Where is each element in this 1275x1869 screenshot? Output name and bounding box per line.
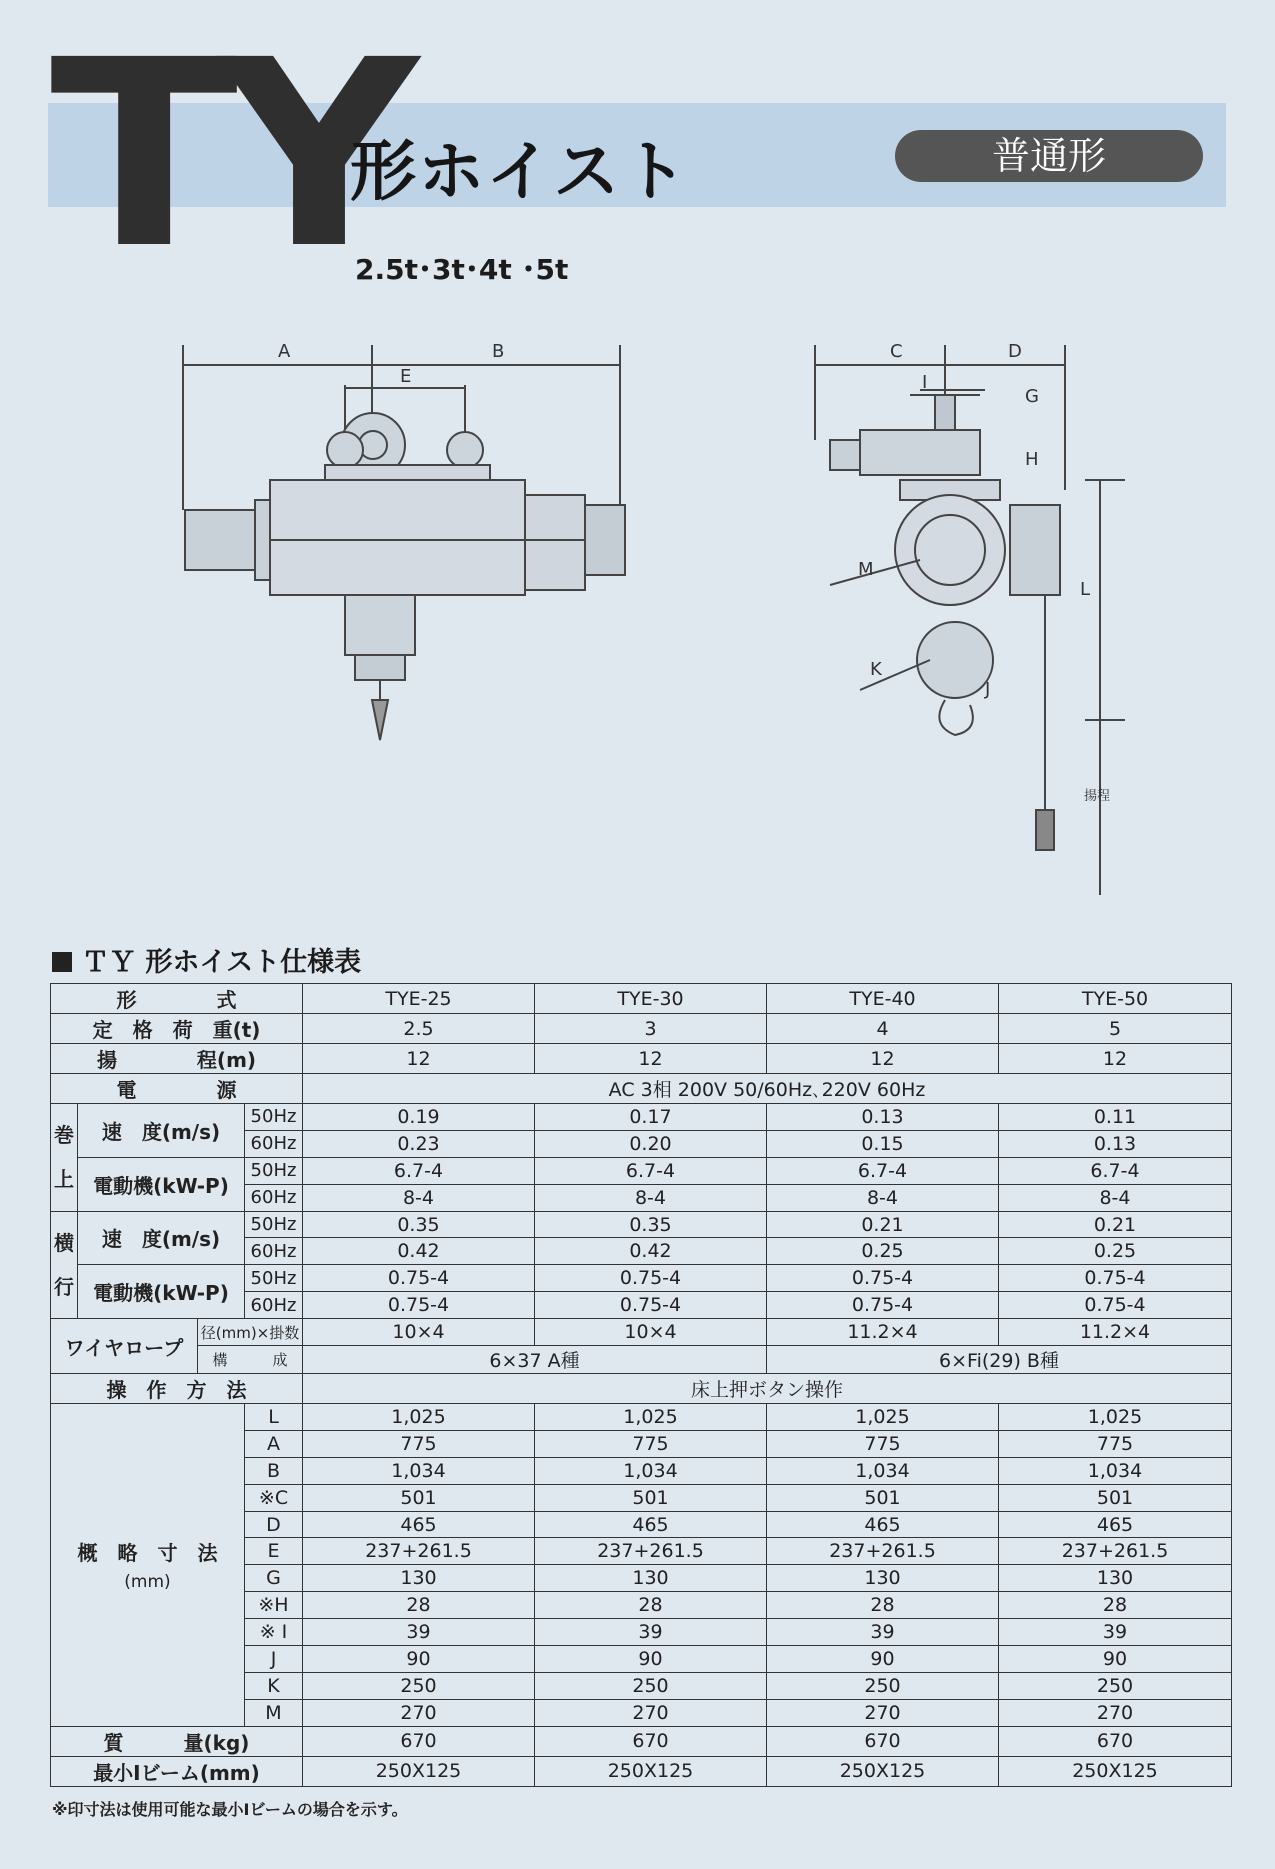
dim-label-l: L <box>1080 579 1091 600</box>
table-cell: 250X125 <box>303 1756 535 1786</box>
table-cell: 0.15 <box>767 1130 999 1157</box>
dim-label-b: B <box>492 341 505 362</box>
dim-label-i: I <box>922 372 928 393</box>
wire-const-a: 6×37 A種 <box>303 1346 767 1374</box>
table-cell: 0.25 <box>999 1238 1232 1265</box>
dim-key: M <box>245 1699 303 1726</box>
table-cell: 1,025 <box>999 1404 1232 1431</box>
table-cell: 0.13 <box>767 1104 999 1131</box>
table-row <box>51 1319 1232 1346</box>
table-cell: 2.5 <box>303 1014 535 1044</box>
dim-key: L <box>245 1404 303 1431</box>
table-cell: 250 <box>767 1672 999 1699</box>
dim-label-lift: 揚程 <box>1084 789 1111 804</box>
type-badge: 普通形 <box>895 130 1203 182</box>
table-cell: 90 <box>767 1646 999 1673</box>
table-cell: 250 <box>535 1672 767 1699</box>
table-row <box>51 1211 1232 1238</box>
table-cell: 0.21 <box>767 1211 999 1238</box>
dim-key: A <box>245 1430 303 1457</box>
dims-label: 概 略 寸 法 <box>77 1541 218 1566</box>
dim-label-m: M <box>858 559 874 580</box>
table-cell: 775 <box>303 1430 535 1457</box>
hoist-group-label: 巻 上 <box>51 1104 78 1212</box>
dims-unit: (mm) <box>124 1572 171 1593</box>
table-cell: 5 <box>999 1014 1232 1044</box>
dim-label-k: K <box>870 659 882 680</box>
table-cell: 0.13 <box>999 1130 1232 1157</box>
table-cell: 39 <box>767 1619 999 1646</box>
table-cell: 12 <box>303 1044 535 1074</box>
spec-table <box>50 983 1232 1787</box>
table-row <box>51 1157 1232 1184</box>
table-row <box>51 1044 1232 1074</box>
table-cell: 130 <box>535 1565 767 1592</box>
table-cell: 28 <box>767 1592 999 1619</box>
table-cell: 12 <box>535 1044 767 1074</box>
power-cell: AC 3相 200V 50/60Hz､220V 60Hz <box>303 1074 1232 1104</box>
table-cell: 250X125 <box>999 1756 1232 1786</box>
table-cell: 28 <box>535 1592 767 1619</box>
table-cell: 270 <box>999 1699 1232 1726</box>
table-cell: 10×4 <box>303 1319 535 1346</box>
table-cell: 501 <box>303 1484 535 1511</box>
table-cell: 8-4 <box>767 1184 999 1211</box>
table-row <box>51 984 1232 1014</box>
hz-label: 50Hz <box>245 1211 303 1238</box>
table-cell: 1,034 <box>303 1457 535 1484</box>
hz-label: 50Hz <box>245 1157 303 1184</box>
table-cell: 0.75-4 <box>767 1292 999 1319</box>
table-cell: 0.75-4 <box>535 1292 767 1319</box>
square-bullet-icon <box>52 952 72 972</box>
table-cell: 1,025 <box>535 1404 767 1431</box>
table-cell: 130 <box>999 1565 1232 1592</box>
table-row <box>51 1074 1232 1104</box>
table-cell: 250X125 <box>535 1756 767 1786</box>
model-label: 形 式 <box>51 984 303 1014</box>
table-cell: 1,025 <box>767 1404 999 1431</box>
table-cell: 670 <box>999 1726 1232 1756</box>
hz-label: 60Hz <box>245 1238 303 1265</box>
weight-label: 質 量(kg) <box>51 1726 303 1756</box>
dim-key: ※C <box>245 1484 303 1511</box>
table-cell: 465 <box>535 1511 767 1538</box>
lift-label: 揚 程(m) <box>51 1044 303 1074</box>
table-cell: 1,025 <box>303 1404 535 1431</box>
wire-const-label: 構 成 <box>198 1346 303 1374</box>
table-cell: 130 <box>767 1565 999 1592</box>
dim-label-a: A <box>278 341 291 362</box>
table-cell: 250X125 <box>767 1756 999 1786</box>
table-cell: 3 <box>535 1014 767 1044</box>
model-cell: TYE-50 <box>999 984 1232 1014</box>
dim-key: B <box>245 1457 303 1484</box>
table-cell: 1,034 <box>999 1457 1232 1484</box>
table-cell: 775 <box>999 1430 1232 1457</box>
dim-label-c: C <box>890 341 903 362</box>
operation-label: 操 作 方 法 <box>51 1374 303 1404</box>
table-cell: 270 <box>767 1699 999 1726</box>
table-cell: 465 <box>767 1511 999 1538</box>
table-cell: 670 <box>303 1726 535 1756</box>
table-cell: 501 <box>535 1484 767 1511</box>
dim-label-j: J <box>985 679 991 700</box>
table-cell: 130 <box>303 1565 535 1592</box>
power-label: 電 源 <box>51 1074 303 1104</box>
logo-ty: TY <box>50 5 400 305</box>
travel-motor-label: 電動機(kW-P) <box>78 1265 245 1319</box>
dim-key: ※ I <box>245 1619 303 1646</box>
rated-load-label: 定 格 荷 重(t) <box>51 1014 303 1044</box>
table-cell: 0.42 <box>303 1238 535 1265</box>
table-cell: 6.7-4 <box>767 1157 999 1184</box>
table-cell: 237+261.5 <box>535 1538 767 1565</box>
table-cell: 8-4 <box>999 1184 1232 1211</box>
table-cell: 90 <box>303 1646 535 1673</box>
table-cell: 11.2×4 <box>999 1319 1232 1346</box>
table-cell: 465 <box>999 1511 1232 1538</box>
table-cell: 39 <box>999 1619 1232 1646</box>
table-cell: 6.7-4 <box>999 1157 1232 1184</box>
table-cell: 0.20 <box>535 1130 767 1157</box>
table-cell: 670 <box>767 1726 999 1756</box>
table-cell: 0.35 <box>535 1211 767 1238</box>
spec-table-title: ＴＹ 形ホイスト仕様表 <box>82 947 362 978</box>
table-cell: 0.75-4 <box>999 1265 1232 1292</box>
table-cell: 0.21 <box>999 1211 1232 1238</box>
hoist-motor-label: 電動機(kW-P) <box>78 1157 245 1211</box>
side-view-drawing <box>183 345 625 740</box>
table-cell: 1,034 <box>767 1457 999 1484</box>
table-cell: 0.42 <box>535 1238 767 1265</box>
table-cell: 501 <box>999 1484 1232 1511</box>
table-cell: 465 <box>303 1511 535 1538</box>
wire-rope-label: ワイヤロープ <box>51 1319 198 1374</box>
model-cell: TYE-30 <box>535 984 767 1014</box>
table-cell: 12 <box>999 1044 1232 1074</box>
table-row <box>51 1726 1232 1756</box>
dim-key: ※H <box>245 1592 303 1619</box>
table-cell: 8-4 <box>303 1184 535 1211</box>
table-cell: 0.35 <box>303 1211 535 1238</box>
table-cell: 4 <box>767 1014 999 1044</box>
table-cell: 90 <box>535 1646 767 1673</box>
dim-key: K <box>245 1672 303 1699</box>
dim-label-g: G <box>1025 386 1039 407</box>
dim-label-d: D <box>1008 341 1022 362</box>
dims-label-cell <box>51 1404 245 1727</box>
table-cell: 0.75-4 <box>303 1265 535 1292</box>
hoist-drawings <box>0 330 1275 910</box>
wire-dia-label: 径(mm)×掛数 <box>198 1319 303 1346</box>
hoist-speed-label: 速 度(m/s) <box>78 1104 245 1158</box>
table-cell: 6.7-4 <box>535 1157 767 1184</box>
table-cell: 670 <box>535 1726 767 1756</box>
table-cell: 28 <box>303 1592 535 1619</box>
hz-label: 50Hz <box>245 1104 303 1131</box>
travel-speed-label: 速 度(m/s) <box>78 1211 245 1265</box>
end-view-drawing <box>815 345 1125 895</box>
table-cell: 90 <box>999 1646 1232 1673</box>
table-cell: 6.7-4 <box>303 1157 535 1184</box>
table-cell: 237+261.5 <box>303 1538 535 1565</box>
dim-label-e: E <box>400 366 412 387</box>
hz-label: 50Hz <box>245 1265 303 1292</box>
table-row <box>51 1404 1232 1431</box>
table-cell: 775 <box>535 1430 767 1457</box>
dim-key: D <box>245 1511 303 1538</box>
table-cell: 501 <box>767 1484 999 1511</box>
table-cell: 270 <box>303 1699 535 1726</box>
footnote: ※印寸法は使用可能な最小Iビームの場合を示す。 <box>52 1800 408 1819</box>
hz-label: 60Hz <box>245 1184 303 1211</box>
dim-key: E <box>245 1538 303 1565</box>
table-cell: 250 <box>999 1672 1232 1699</box>
travel-group-label: 横 行 <box>51 1211 78 1319</box>
spec-table-heading <box>52 940 361 979</box>
table-cell: 250 <box>303 1672 535 1699</box>
table-cell: 11.2×4 <box>767 1319 999 1346</box>
table-cell: 10×4 <box>535 1319 767 1346</box>
table-cell: 0.75-4 <box>535 1265 767 1292</box>
operation-cell: 床上押ボタン操作 <box>303 1374 1232 1404</box>
table-cell: 1,034 <box>535 1457 767 1484</box>
table-cell: 8-4 <box>535 1184 767 1211</box>
table-cell: 0.75-4 <box>767 1265 999 1292</box>
table-cell: 0.23 <box>303 1130 535 1157</box>
table-cell: 39 <box>303 1619 535 1646</box>
table-cell: 0.19 <box>303 1104 535 1131</box>
wire-const-b: 6×Fi(29) B種 <box>767 1346 1232 1374</box>
table-cell: 237+261.5 <box>999 1538 1232 1565</box>
page-title: 形ホイスト <box>350 133 690 210</box>
table-cell: 0.17 <box>535 1104 767 1131</box>
model-cell: TYE-40 <box>767 984 999 1014</box>
table-cell: 0.11 <box>999 1104 1232 1131</box>
table-row <box>51 1104 1232 1131</box>
hz-label: 60Hz <box>245 1292 303 1319</box>
table-cell: 270 <box>535 1699 767 1726</box>
table-row <box>51 1374 1232 1404</box>
table-cell: 775 <box>767 1430 999 1457</box>
table-row <box>51 1265 1232 1292</box>
beam-label: 最小Iビーム(mm) <box>51 1756 303 1786</box>
capacity-list: 2.5t･3t･4t ･5t <box>355 253 569 286</box>
table-cell: 12 <box>767 1044 999 1074</box>
table-row <box>51 1014 1232 1044</box>
table-cell: 0.75-4 <box>999 1292 1232 1319</box>
dim-key: J <box>245 1646 303 1673</box>
table-row <box>51 1756 1232 1786</box>
table-row <box>51 1346 1232 1374</box>
dim-key: G <box>245 1565 303 1592</box>
model-cell: TYE-25 <box>303 984 535 1014</box>
table-cell: 237+261.5 <box>767 1538 999 1565</box>
dim-label-h: H <box>1025 449 1039 470</box>
table-cell: 28 <box>999 1592 1232 1619</box>
hz-label: 60Hz <box>245 1130 303 1157</box>
table-cell: 0.75-4 <box>303 1292 535 1319</box>
table-cell: 39 <box>535 1619 767 1646</box>
table-cell: 0.25 <box>767 1238 999 1265</box>
